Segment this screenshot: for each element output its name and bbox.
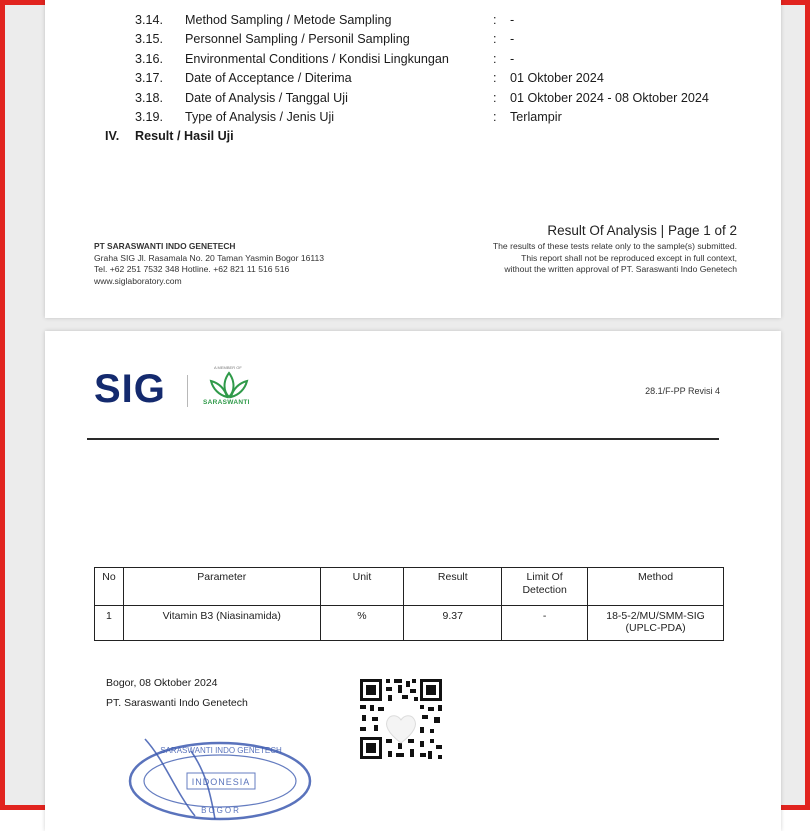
row-colon: : — [493, 32, 497, 47]
stamp-text-mid: INDONESIA — [191, 777, 251, 787]
signature-date: Bogor, 08 Oktober 2024 — [106, 677, 218, 689]
table-header-row — [95, 568, 724, 606]
disclaimer-line-2: This report shall not be reproduced except in full context, — [521, 252, 737, 263]
row-number: 3.16. — [135, 51, 164, 66]
section-label: Result / Hasil Uji — [135, 129, 234, 144]
table-row — [95, 606, 724, 641]
row-label: Method Sampling / Metode Sampling — [185, 13, 392, 27]
col-header-method: Method — [588, 568, 724, 606]
row-label: Date of Acceptance / Diterima — [185, 71, 352, 86]
row-colon: : — [493, 13, 497, 27]
cell-unit: % — [320, 606, 404, 641]
row-value: - — [510, 51, 515, 66]
cell-method: 18-5-2/MU/SMM-SIG (UPLC-PDA) — [588, 606, 724, 641]
row-label: Date of Analysis / Tanggal Uji — [185, 90, 348, 105]
row-number: 3.15. — [135, 32, 164, 47]
col-header-result: Result — [404, 568, 502, 606]
company-phone: Tel. +62 251 7532 348 Hotline. +62 821 11 516 516 — [94, 264, 290, 274]
logo-divider — [187, 375, 188, 407]
col-header-parameter: Parameter — [123, 568, 320, 606]
cell-parameter: Vitamin B3 (Niasinamida) — [123, 606, 320, 641]
document-page-2 — [45, 331, 781, 831]
stamp-text-top: SARASWANTI INDO GENETECH — [160, 746, 282, 755]
row-number: 3.18. — [135, 90, 164, 105]
document-code: 28.1/F-PP Revisi 4 — [645, 386, 720, 396]
row-colon: : — [493, 71, 497, 86]
row-value: 01 Oktober 2024 - 08 Oktober 2024 — [510, 90, 709, 105]
signature-company: PT. Saraswanti Indo Genetech — [106, 697, 248, 709]
col-header-unit: Unit — [320, 568, 404, 606]
row-colon: : — [493, 109, 497, 124]
cell-result: 9.37 — [404, 606, 502, 641]
col-header-no: No — [95, 568, 124, 606]
row-value: 01 Oktober 2024 — [510, 71, 604, 86]
company-address: Graha SIG Jl. Rasamala No. 20 Taman Yasmin Bogor 16113 — [94, 252, 325, 263]
cell-limit-of-detection: - — [502, 606, 588, 641]
qr-code-icon — [358, 677, 444, 761]
document-page-1 — [45, 0, 781, 318]
results-table — [94, 567, 724, 641]
row-label: Type of Analysis / Jenis Uji — [185, 109, 335, 124]
row-label: Personnel Sampling / Personil Sampling — [185, 32, 410, 47]
company-website: www.siglaboratory.com — [94, 275, 182, 286]
saraswanti-brand-name: SARASWANTI — [203, 399, 250, 406]
col-header-limit-of-detection: Limit Of Detection — [502, 568, 588, 606]
row-value: Terlampir — [510, 109, 562, 124]
company-footer — [94, 241, 324, 287]
company-name: PT SARASWANTI INDO GENETECH — [94, 241, 236, 251]
disclaimer-line-3: without the written approval of PT. Saraswanti Indo Genetech — [504, 264, 737, 274]
row-colon: : — [493, 90, 497, 105]
row-colon: : — [493, 51, 497, 66]
row-label: Environmental Conditions / Kondisi Lingkungan — [185, 51, 449, 66]
row-number: 3.17. — [135, 71, 164, 86]
disclaimer-line-1: The results of these tests relate only to the sample(s) submitted. — [492, 241, 737, 251]
row-value: - — [510, 13, 515, 27]
company-stamp-icon — [105, 721, 305, 821]
sig-logo: SIG — [94, 367, 166, 411]
row-value: - — [510, 32, 515, 47]
cell-no: 1 — [95, 606, 124, 641]
row-number: 3.14. — [135, 13, 164, 27]
member-of-label: A MEMBER OF — [214, 365, 242, 370]
disclaimer-footer — [493, 241, 737, 276]
section-number: IV. — [105, 129, 120, 144]
stamp-text-bottom: BOGOR — [201, 806, 241, 815]
header-rule — [87, 438, 719, 440]
report-page-title: Result Of Analysis | Page 1 of 2 — [547, 223, 737, 238]
row-number: 3.19. — [135, 109, 164, 124]
